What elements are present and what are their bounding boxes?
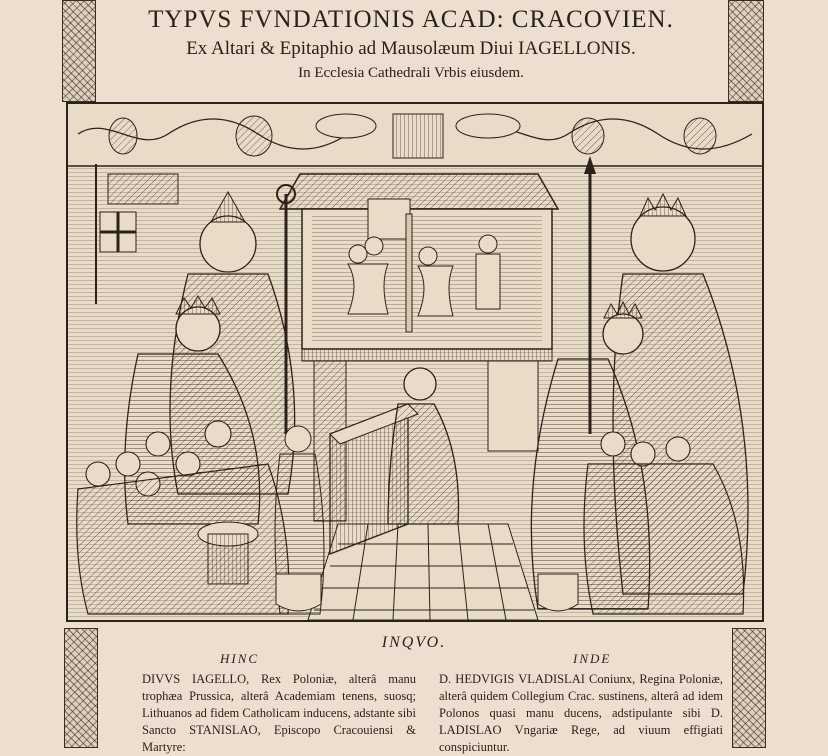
title-line-2: Ex Altari & Epitaphio ad Mausolæum Diui IAGELLONIS. bbox=[186, 38, 636, 59]
title-line-3: In Ecclesia Cathedrali Vrbis eiusdem. bbox=[298, 65, 524, 81]
caption-left-text: DIVVS IAGELLO, Rex Poloniæ, alterâ manu trophæa Prussica, alterâ Academiam tenens, suosq; Lithuanos ad fidem Catholicam inducens, adstante sibi Sancto STANISLAO, Episcopo Cracouiensi & Martyre: bbox=[142, 672, 416, 754]
ornamental-border-top-left bbox=[62, 0, 96, 102]
ornamental-border-top-right bbox=[728, 0, 764, 102]
title-block bbox=[96, 0, 726, 96]
title-line-1: TYPVS FVNDATIONIS ACAD: CRACOVIEN. bbox=[148, 6, 674, 33]
caption-heading: INQVO. bbox=[381, 634, 447, 651]
caption-left-heading: HINC bbox=[220, 651, 260, 666]
woodcut-scene bbox=[68, 104, 762, 620]
woodcut-illustration bbox=[66, 102, 764, 622]
caption-right-heading: INDE bbox=[573, 651, 612, 666]
heraldic-frieze bbox=[68, 104, 762, 166]
caption-right-text: D. HEDVIGIS VLADISLAI Coniunx, Regina Poloniæ, alterâ quidem Collegium Crac. sustinens, alterâ ad idem Polonos quasi manu ducens, adstipulante sibi D. LADISLAO Vngariæ Rege, ad viuum effigiati conspiciuntur. bbox=[439, 672, 723, 754]
